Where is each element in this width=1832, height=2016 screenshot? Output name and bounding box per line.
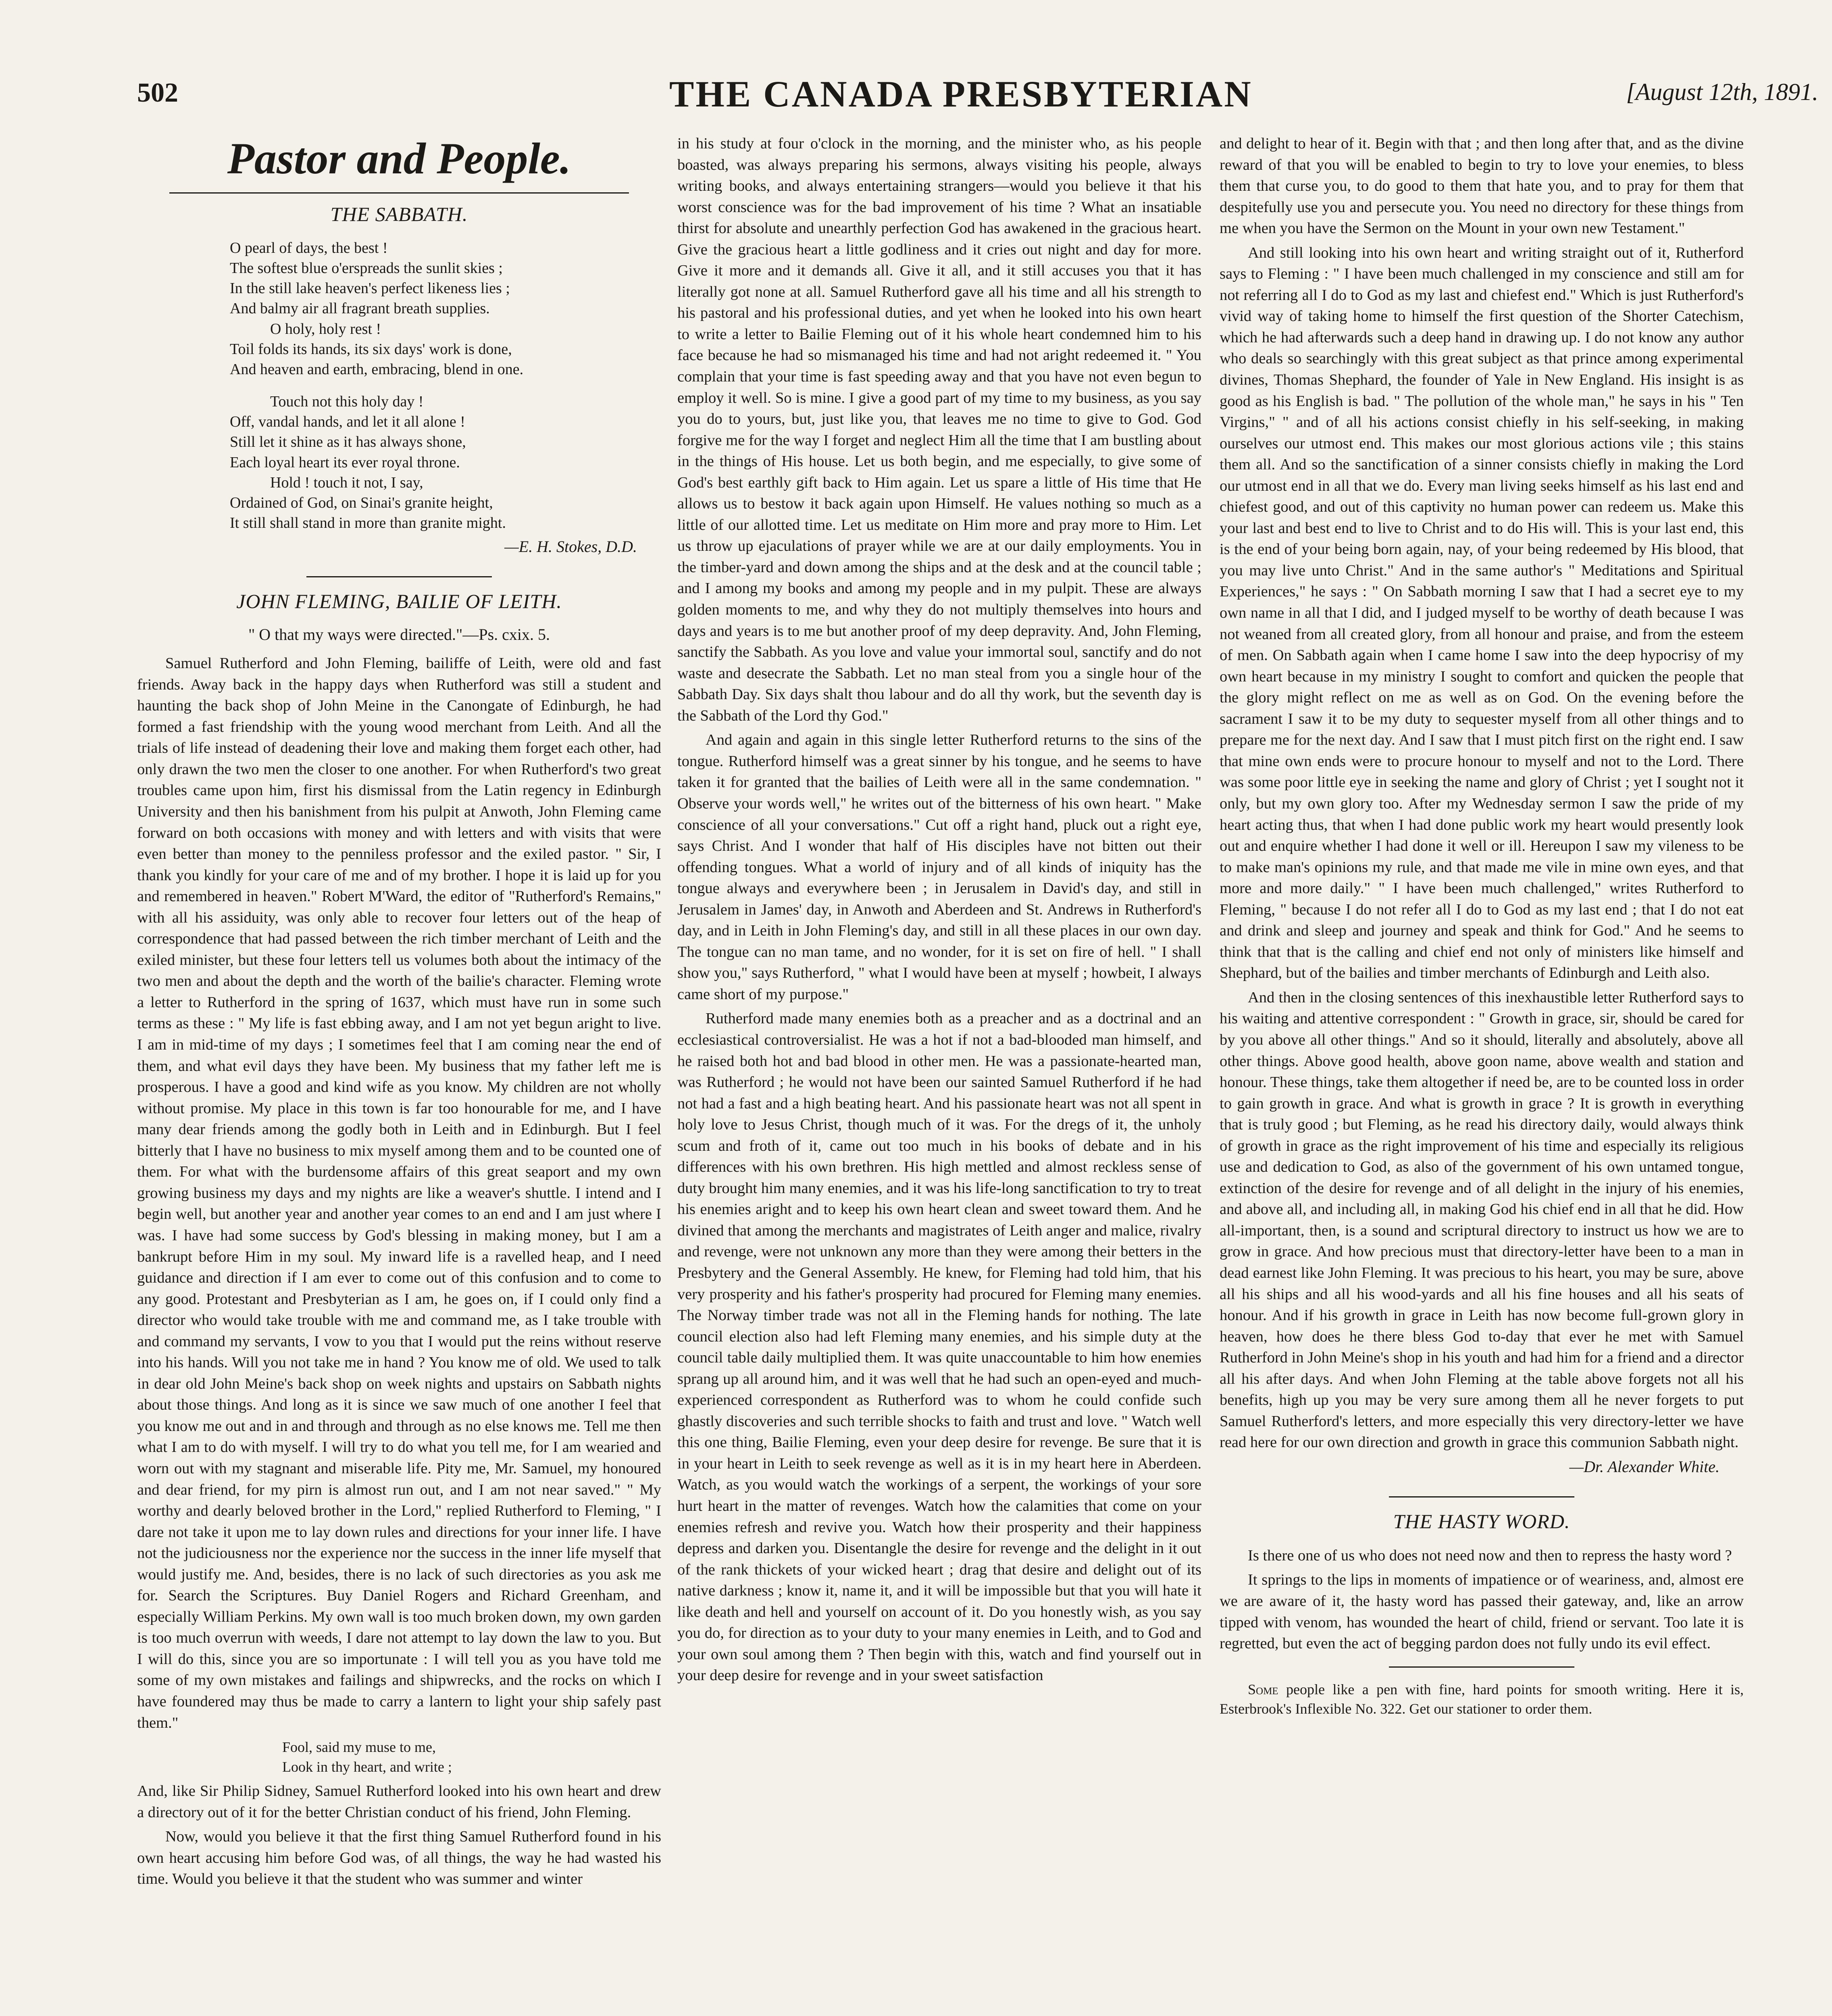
column-3 [1220, 133, 1744, 2016]
article-paragraph: And then in the closing sentences of this inexhaustible letter Rutherford says to his waiting and attentive correspondent : " Growth in grace, sir, should be cared for by you above all other things." And so it should, literally and absolutely, above all other things. Above good health, above goon name, above wealth and station and honour. These things, take them altogether if need be, are to be counted loss in order to gain growth in grace. And what is growth in grace ? It is growth in everything that is truly good ; but Fleming, as he read his directory daily, would always think of growth in grace as the right improvement of his time and especially its religious use and dedication to God, as also of the government of his own untamed tongue, extinction of the desire for revenge and of all delight in the injury of his enemies, and above all, and including all, in making God his chief end in all that he did. How all-important, then, is a sound and scriptural directory to instruct us how we are to grow in grace. And how precious must that directory-letter have been to a man in dead earnest like John Fleming. It was precious to his heart, you may be sure, above all his ships and all his wood-yards and all his fine houses and all his seats of honour. And if his growth in grace in Leith has now become full-grown glory in heaven, how does he there bless God to-day that ever he met with Samuel Rutherford in John Meine's shop in his youth and had him for a friend and a director all his after days. And when John Fleming at the table above forgets not all his benefits, high up you may be very sure among them all he never forgets to put Samuel Rutherford's letters, and more especially this very directory-letter we have read here for our own direction and growth in grace this communion Sabbath night. [1220, 989, 1744, 1451]
divider [169, 192, 629, 194]
article-paragraph: And again and again in this single letter Rutherford returns to the sins of the tongue. Rutherford himself was a great sinner by his tongue, and he seems to have taken it for granted that the bailies of Leith were all in the same condemnation. " Observe your words well," he writes out of the bitterness of his own heart. " Make conscience of all your conversations." Cut off a right hand, pluck out a right eye, says Christ. And I wonder that half of His disciples have not bitten out their offending tongues. What a world of injury and of all kinds of iniquity has the tongue always and everywhere been ; in Jerusalem in David's day, and still in Jerusalem in James' day, in Anwoth and Aberdeen and St. Andrews in Rutherford's day, and in Leith in John Fleming's day, and still in all these places in our own day. The tongue can no man tame, and no wonder, for it is set on fire of hell. " I shall show you," says Rutherford, " what I would have been at myself ; howbeit, I always came short of my purpose." [677, 731, 1201, 1003]
poem-line: Hold ! touch it not, I say, [270, 474, 423, 491]
article-paragraph: in his study at four o'clock in the morning, and the minister who, as his people boasted, was always preparing his sermons, always visiting his people, always writing books, and always entertaining strangers—would you believe it that his worst conscience was for the bad improvement of his time ? What an insatiable thirst for absolute and unearthly perfection God has awakened in the gracious heart. Give the gracious heart a little godliness and it cries out night and day for more. Give it more and it demands all. Give it all, and it still accuses you that it has literally got none at all. Samuel Rutherford gave all his time and all his strength to his pastoral and his professional duties, and yet when he looked into his own heart to write a letter to Bailie Fleming out of it his whole heart condemned him to his face because he had so mismanaged his time and had not aright redeemed it. " You complain that your time is fast speeding away and that you have not even begun to employ it well. So is mine. I give a good part of my time to my business, as you say you do to yours, but, just like you, that leaves me no time to give to God. God forgive me for the way I forget and neglect Him all the time that I am bustling about in the things of His house. Let us both begin, and me especially, to give some of God's best earthly gift back to Him again. Let us spare a little of His time that He allows us to bestow it back again upon Himself. He values nothing so much as a little of our allotted time. Let us meditate on Him more and pray more to Him. Let us throw up ejaculations of prayer while we are at our daily employments. You in the timber-yard and down among the ships and at the desk and at the council table ; and I among my books and among my people and in my pulpit. These are always golden moments to me, and why they do not multiply themselves into hours and days and years is to me but another proof of my deep depravity. And, John Fleming, sanctify the Sabbath. As you love and value your immortal soul, sanctify and do not waste and desecrate the Sabbath. Let no man steal from you a single hour of the Sabbath Day. Six days shalt thou labour and do all thy work, but the seventh day is the Sabbath of the Lord thy God." [677, 135, 1201, 724]
article-title: JOHN FLEMING, BAILIE OF LEITH. [236, 590, 562, 613]
poem-line: Still let it shine as it has always shone, [230, 433, 466, 451]
verse-quote [282, 1737, 661, 1776]
notice-text: people like a pen with fine, hard points for smooth writing. Here it is, Esterbrook's Inflexible No. 322. Get our stationer to order them. [1220, 1681, 1744, 1717]
article-paragraph: And, like Sir Philip Sidney, Samuel Rutherford looked into his own heart and drew a directory out of it for the better Christian conduct of his friend, John Fleming. [137, 1783, 661, 1821]
poem-title: THE SABBATH. [330, 203, 468, 225]
page-number: 502 [137, 77, 178, 108]
poem-line: O holy, holy rest ! [270, 320, 381, 337]
poem-line: O pearl of days, the best ! [230, 240, 388, 256]
issue-date: [August 12th, 1891. [1626, 79, 1818, 105]
article-paragraph: Is there one of us who does not need now and then to repress the hasty word ? [1248, 1547, 1732, 1564]
divider [1389, 1666, 1574, 1668]
column-2 [677, 133, 1201, 2016]
poem-line: And balmy air all fragrant breath supplies. [230, 300, 490, 317]
article-paragraph: And still looking into his own heart and writing straight out of it, Rutherford says to Fleming : " I have been much challenged in my conscience and still am for not referring all I do to God as my last and chiefest end." Which is just Rutherford's vivid way of taking home to himself the first question of the Shorter Catechism, which he had afterwards such a deep hand in drawing up. I do not know any author who deals so searchingly with this great subject as that prince among experimental divines, Thomas Shephard, the founder of Yale in New England. His insight is as good as his English is bad. " The pollution of the whole man," he says in his " Ten Virgins," " and of all his actions consist chiefly in his self-seeking, in making ourselves our utmost end. This makes our most glorious actions vile ; this stains them all. And so the sanctification of a sinner consists chiefly in making the Lord our utmost end in all that we do. Every man living seeks himself as his last end and chiefest good, and out of this captivity no human power can redeem us. Make this your last and best end to live to Christ and to do His will. This is your last end, this is the end of your being born again, nay, of your being redeemed by His blood, that you may live unto Christ." And in the same author's " Meditations and Spiritual Experiences," he says : " On Sabbath morning I saw that I had a secret eye to my own name in all that I did, and I judged myself to be worthy of death because I was not weaned from all created glory, from all honour and praise, and from the esteem of men. On Sabbath again when I came home I saw into the deep hypocrisy of my own heart because in my ministry I sought to comfort and quicken the people that the glory might reflect on me as well as on God. On the evening before the sacrament I saw it to be my duty to sequester myself from all other things and to prepare me for the next day. And I saw that I must pitch first on the right end. I saw that mine own ends were to procure honour to myself and not to the Lord. There was some poor little eye in seeking the name and glory of Christ ; yet I sought not it only, but my own glory too. After my Wednesday sermon I saw the pride of my heart acting thus, that when I had done public work my heart would presently look out and enquire whether I had done it well or ill. Hereupon I saw my vileness to be to make man's opinions my rule, and that made me vile in mine own eyes, and that more and more daily." " I have been much challenged," writes Rutherford to Fleming, " because I do not refer all I do to God as my last end ; that I do not eat and drink and sleep and journey and speak and think for God." And he seems to think that that is the calling and chief end not only of ministers like himself and Shephard, but of the bailies and timber merchants of Edinburgh and Leith also. [1220, 244, 1744, 982]
advertisement-notice [1220, 1680, 1744, 1719]
poem-line: Touch not this holy day ! [270, 393, 424, 410]
article-paragraph: It springs to the lips in moments of impatience or of weariness, and, almost ere we are aware of it, the hasty word has passed their gateway, and, like an arrow tipped with venom, has wounded the heart of child, friend or servant. Too late it is regretted, but even the act of begging pardon does not fully undo its evil effect. [1220, 1571, 1744, 1652]
poem-line: The softest blue o'erspreads the sunlit skies ; [230, 260, 503, 277]
epigraph: " O that my ways were directed."—Ps. cxix. 5. [248, 625, 550, 644]
masthead: THE CANADA PRESBYTERIAN [669, 73, 1253, 115]
poem-attribution: —E. H. Stokes, D.D. [504, 537, 637, 556]
article-title: THE HASTY WORD. [1393, 1510, 1570, 1533]
section-title: Pastor and People. [227, 134, 571, 183]
poem-line: Off, vandal hands, and let it all alone ! [230, 413, 465, 431]
divider [306, 576, 492, 577]
article-paragraph: Now, would you believe it that the first thing Samuel Rutherford found in his own heart accusing him before God was, of all things, the way he had wasted his time. Would you believe it that the student who was summer and winter [137, 1828, 661, 1888]
page-header [137, 73, 1830, 121]
verse-line: Look in thy heart, and write ; [282, 1758, 452, 1775]
poem-line: Each loyal heart its ever royal throne. [230, 454, 460, 471]
poem-line: In the still lake heaven's perfect likeness lies ; [230, 280, 510, 297]
divider [1389, 1496, 1574, 1497]
notice-lead: Some [1248, 1681, 1278, 1697]
article-paragraph: Rutherford made many enemies both as a preacher and as a doctrinal and an ecclesiastical controversialist. He was a hot if not a bad-blooded man himself, and he raised both hot and bad blood in other men. He was a passionate-hearted man, was Rutherford ; he would not have been our sainted Samuel Rutherford if he had not had a fast and a high beating heart. And his passionate heart was not all spent in holy love to Jesus Christ, though much of it was. For the dregs of it, the unholy scum and froth of it, came out too much in his books of debate and in his differences with his own brethren. His high mettled and almost reckless sense of duty brought him many enemies, and it was his life-long sanctification to try to treat his enemies aright and to keep his own heart clean and sweet toward them. And he divined that among the merchants and magistrates of Leith anger and malice, rivalry and revenge, were not unknown any more than they were among their betters in the Presbytery and the General Assembly. He knew, for Fleming had told him, that his very prosperity and his father's prosperity had procured for Fleming many enemies. The Norway timber trade was not all in the Fleming hands for nothing. The late council election also had left Fleming many enemies, and his simple duty at the council table daily multiplied them. It was quite unaccountable to him how enemies sprang up all around him, and it was well that he had such an open-eyed and much-experienced correspondent as Rutherford was to whom he could confide such ghastly discoveries and such terrible shocks to faith and trust and love. " Watch well this one thing, Bailie Fleming, even your deep desire for revenge. Be sure that it is in your heart in Leith to seek revenge as well as it is in my heart here in Aberdeen. Watch, as you would watch the workings of a serpent, the workings of your sore hurt heart in the matter of revenges. Watch how the calamities that come on your enemies refresh and revive you. Watch how their prosperity and their happiness depress and darken you. Disentangle the desire for revenge and the delight in it out of the rank thickets of your wicked heart ; drag that desire and delight out of its native darkness ; know it, name it, and it will be impossible but that you will hate it like death and hell and yourself on account of it. Do you honestly wish, as you say you do, for direction as to your duty to your many enemies in Leith, and to God and your own soul among them ? Then begin with this, watch and find yourself out in your deep desire for revenge and in your sweet satisfaction [677, 1010, 1201, 1684]
poem-line: Toil folds its hands, its six days' work is done, [230, 340, 512, 358]
column-1 [137, 133, 661, 2016]
article-attribution: —Dr. Alexander White. [1569, 1457, 1720, 1476]
poem-line: It still shall stand in more than granite might. [230, 514, 506, 532]
poem-line: And heaven and earth, embracing, blend in one. [230, 360, 524, 378]
article-paragraph: and delight to hear of it. Begin with that ; and then long after that, and as the divine reward of that you will be enabled to begin to try to love your enemies, to bless them that curse you, to do good to them that hate you, and to pray for them that despitefully use you and persecute you. You need no directory for these things from me when you have the Sermon on the Mount in your own new Testament." [1220, 135, 1744, 237]
poem-line: Ordained of God, on Sinai's granite height, [230, 494, 493, 511]
verse-line: Fool, said my muse to me, [282, 1739, 436, 1756]
article-paragraph: Samuel Rutherford and John Fleming, bailiffe of Leith, were old and fast friends. Away back in the happy days when Rutherford was still a student and haunting the back shop of John Meine in the Canongate of Edinburgh, he had formed a fast friendship with the young wood merchant from Leith. And all the trials of life instead of deadening their love and making them forget each other, had only drawn the two men the closer to one another. For when Rutherford's two great troubles came upon him, first his dismissal from the Latin regency in Edinburgh University and then his banishment from his pulpit at Anwoth, John Fleming came forward on both occasions with money and with letters and with visits that were even better than money to the penniless professor and the exiled pastor. " Sir, I thank you kindly for your care of me and of my brother. I hope it is laid up for you and remembered in heaven." Robert M'Ward, the editor of "Rutherford's Remains," with all his assiduity, was only able to recover four letters out of the heap of correspondence that had passed between the rich timber merchant of Leith and the exiled minister, but these four letters tell us volumes both about the intimacy of the two men and about the depth and the worth of the bailie's character. Fleming wrote a letter to Rutherford in the spring of 1637, which must have run in some such terms as these : " My life is fast ebbing away, and I am not yet begun aright to live. I am in mid-time of my days ; I sometimes feel that I am coming near the end of them, and what evil days they have been. My business that my father left me is prosperous. I have a good and kind wife as you know. My children are not wholly without promise. My place in this town is far too honourable for me, and I have many dear friends among the godly both in Leith and in Edinburgh. But I feel bitterly that I have no business to mix myself among them and to be counted one of them. For what with the burdensome affairs of this great seaport and my own growing business my days and my nights are like a weaver's shuttle. I intend and I begin well, but another year and another year comes to an end and I am just where I was. I have had some success by God's blessing in making money, but I am a bankrupt before Him in my soul. My inward life is a ravelled heap, and I need guidance and direction if I am ever to come out of this confusion and to come to any good. Protestant and Presbyterian as I am, he goes on, if I could only find a director who would take trouble with me and command me, as I take trouble with and command my servants, I vow to you that I would put the reins without reserve into his hands. Will you not take me in hand ? You know me of old. We used to talk in dear old John Meine's back shop on week nights and upstairs on Sabbath nights about those things. And long as it is since we saw much of one another I feel that you know me out and in and through and through as no else knows me. Tell me then what I am to do with myself. I will try to do what you tell me, for I am wearied and worn out with my stagnant and miserable life. Pity me, Mr. Samuel, my honoured and dear friend, for my pirn is almost run out, and I am not near saved." " My worthy and dearly beloved brother in the Lord," replied Rutherford to Fleming, " I dare not take it upon me to lay down rules and directions for your inner life. I have not the judiciousness nor the experience nor the success in the inner life myself that would justify me. And, besides, there is no lack of such directories as you ask me for. Search the Scriptures. Buy Daniel Rogers and Richard Greenham, and especially William Perkins. My own wall is too much broken down, my own garden is too much overrun with weeds, I dare not attempt to lay down the law to you. But I will do this, since you are so importunate : I will tell you as you have told me some of my own mistakes and failings and shipwrecks, and the rocks on which I have foundered may thus be made to carry a lantern to light your ship safely past them." [137, 655, 661, 1731]
poem-body [230, 238, 661, 533]
